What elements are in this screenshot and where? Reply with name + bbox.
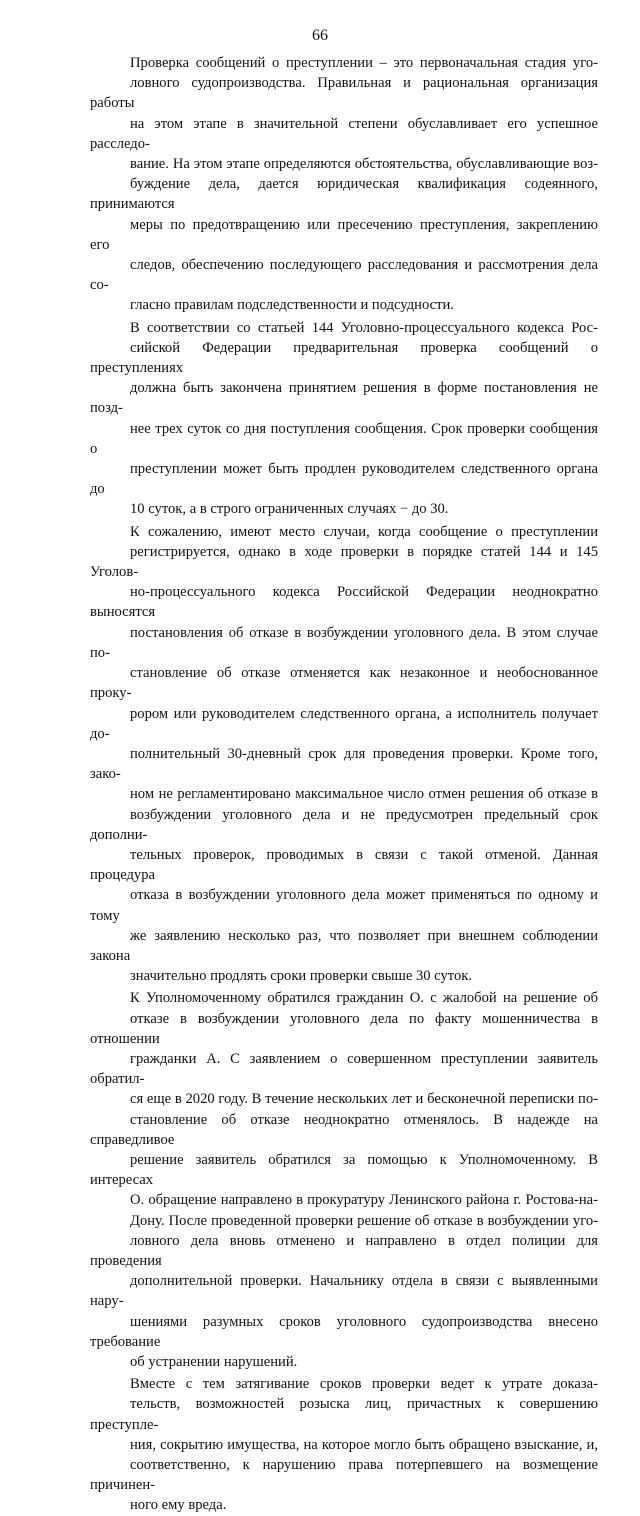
text-line: отказе в возбуждении уголовного дела по факту мошенничества в отношении — [90, 1010, 598, 1047]
text-line: гласно правилам подследственности и подсудности. — [130, 297, 454, 314]
text-line: буждение дела, дается юридическая квалификация содеянного, принимаются — [90, 176, 598, 213]
text-line: ном не регламентировано максимальное число отмен решения об отказе в — [130, 786, 598, 803]
paragraph — [90, 1374, 598, 1515]
text-line: тельных проверок, проводимых в связи с такой отменой. Данная процедура — [90, 846, 598, 884]
text-line: ного ему вреда. — [130, 1497, 227, 1514]
paragraph — [90, 53, 598, 316]
text-line: значительно продлять сроки проверки свыше 30 суток. — [130, 968, 472, 985]
text-line: шениями разумных сроков уголовного судопроизводства внесено требование — [90, 1313, 598, 1350]
page-number: 66 — [312, 27, 328, 44]
text-line: 10 суток, а в строго ограниченных случаях − до 30. — [130, 501, 449, 518]
text-line: сийской Федерации предварительная проверка сообщений о преступлениях — [90, 339, 598, 377]
text-line: гражданки А. С заявлением о совершенном преступлении заявитель обратил- — [90, 1050, 598, 1088]
text-line: Дону. После проведенной проверки решение об отказе в возбуждении уго- — [130, 1212, 598, 1229]
text-line: преступлении может быть продлен руководителем следственного органа до — [90, 461, 598, 498]
text-line: возбуждении уголовного дела и не предусмотрен предельный срок дополни- — [90, 806, 598, 843]
text-line: полнительный 30-дневный срок для проведения проверки. Кроме того, зако- — [90, 745, 598, 783]
text-line: становление об отказе отменяется как незаконное и необоснованное проку- — [90, 665, 598, 702]
text-line: об устранении нарушений. — [130, 1354, 298, 1370]
text-line: нее трех суток со дня поступления сообщения. Срок проверки сообщения о — [90, 420, 598, 457]
text-line: становление об отказе неоднократно отменялось. В надежде на справедливое — [90, 1111, 598, 1148]
text-line: Проверка сообщений о преступлении – это первоначальная стадия уго- — [130, 55, 598, 71]
text-line: рором или руководителем следственного органа, а исполнитель получает до- — [90, 705, 598, 742]
text-line: же заявлению несколько раз, что позволяет при внешнем соблюдении закона — [90, 927, 598, 964]
paragraph — [90, 522, 598, 987]
body-text — [90, 53, 598, 1516]
text-line: ловного судопроизводства. Правильная и рациональная организация работы — [90, 75, 598, 112]
text-line: следов, обеспечению последующего расследования и рассмотрения дела со- — [90, 257, 598, 294]
text-line: должна быть закончена принятием решения в форме постановления не позд- — [90, 380, 598, 417]
text-line: К сожалению, имеют место случаи, когда сообщение о преступлении — [130, 523, 598, 540]
text-line: но-процессуального кодекса Российской Федерации неоднократно выносятся — [90, 584, 598, 621]
text-line: на этом этапе в значительной степени обуславливает его успешное расследо- — [90, 115, 598, 152]
text-line: ся еще в 2020 году. В течение нескольких лет и бесконечной переписки по- — [130, 1091, 598, 1108]
paragraph — [90, 318, 598, 520]
text-line: меры по предотвращению или пресечению преступления, закреплению его — [90, 216, 598, 253]
text-line: тельств, возможностей розыска лиц, причастных к совершению преступле- — [90, 1396, 598, 1433]
text-line: регистрируется, однако в ходе проверки в порядке статей 144 и 145 Уголов- — [90, 543, 598, 581]
text-line: вание. На этом этапе определяются обстоятельства, обуславливающие воз- — [130, 156, 598, 173]
text-line: соответственно, к нарушению права потерпевшего на возмещение причинен- — [90, 1457, 598, 1494]
text-line: постановления об отказе в возбуждении уголовного дела. В этом случае по- — [90, 624, 598, 661]
text-line: ния, сокрытию имущества, на которое могло быть обращено взыскание, и, — [130, 1436, 598, 1453]
text-line: О. обращение направлено в прокуратуру Ленинского района г. Ростова-на- — [130, 1192, 598, 1209]
text-line: отказа в возбуждении уголовного дела может применяться по одному и тому — [90, 887, 598, 924]
text-line: В соответствии со статьей 144 Уголовно-процессуального кодекса Рос- — [130, 319, 598, 336]
text-line: ловного дела вновь отменено и направлено в отдел полиции для проведения — [90, 1232, 598, 1269]
paragraph — [90, 988, 598, 1372]
text-line: дополнительной проверки. Начальнику отдела в связи с выявленными нару- — [90, 1273, 598, 1310]
text-line: решение заявитель обратился за помощью к Уполномоченному. В интересах — [90, 1151, 598, 1189]
text-line: К Уполномоченному обратился гражданин О. с жалобой на решение об — [130, 990, 598, 1007]
text-line: Вместе с тем затягивание сроков проверки ведет к утрате доказа- — [130, 1376, 598, 1393]
